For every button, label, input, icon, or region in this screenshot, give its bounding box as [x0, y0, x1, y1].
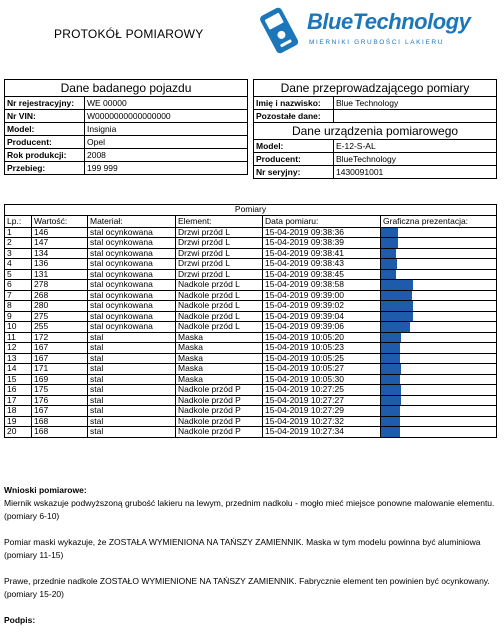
operator-section-title: Dane przeprowadzającego pomiary — [254, 80, 497, 97]
row-element: Drzwi przód L — [176, 238, 263, 249]
thickness-bar — [381, 270, 396, 280]
row-element: Maska — [176, 353, 263, 364]
vehicle-row — [5, 149, 248, 162]
row-bar-cell — [381, 374, 497, 385]
row-index: 14 — [5, 364, 32, 375]
row-element: Drzwi przód L — [176, 227, 263, 238]
row-index: 9 — [5, 311, 32, 322]
row-index: 6 — [5, 280, 32, 291]
row-index: 11 — [5, 332, 32, 343]
row-date: 15-04-2019 09:38:39 — [263, 238, 381, 249]
table-row — [5, 385, 497, 396]
row-value: 168 — [32, 427, 88, 438]
row-value: 169 — [32, 374, 88, 385]
field-value: 199 999 — [85, 162, 248, 175]
field-label: Nr rejestracyjny: — [5, 97, 85, 110]
thickness-bar — [381, 343, 400, 353]
row-index: 18 — [5, 406, 32, 417]
conclusions-title: Wnioski pomiarowe: — [4, 485, 87, 495]
row-element: Maska — [176, 343, 263, 354]
row-element: Maska — [176, 374, 263, 385]
table-row — [5, 416, 497, 427]
table-row — [5, 343, 497, 354]
field-value: Insignia — [85, 123, 248, 136]
row-bar-cell — [381, 301, 497, 312]
thickness-bar — [381, 385, 401, 395]
row-material: stal — [88, 427, 176, 438]
column-header: Wartość: — [32, 215, 88, 227]
thickness-bar — [381, 312, 413, 322]
device-row — [254, 140, 497, 153]
conclusion-paragraph: Miernik wskazuje podwyższoną grubość lakieru na lewym, przednim nadkolu - mogło mieć miejsce ponowne malowanie elementu. (pomiary 6-10) — [4, 498, 495, 521]
operator-row — [254, 110, 497, 123]
row-element: Nadkole przód L — [176, 280, 263, 291]
field-label: Nr seryjny: — [254, 166, 334, 179]
thickness-bar — [381, 249, 396, 259]
field-value: Opel — [85, 136, 248, 149]
thickness-bar — [381, 396, 401, 406]
row-date: 15-04-2019 09:39:00 — [263, 290, 381, 301]
row-element: Drzwi przód L — [176, 259, 263, 270]
thickness-bar — [381, 301, 413, 311]
table-row — [5, 374, 497, 385]
row-index: 16 — [5, 385, 32, 396]
row-value: 255 — [32, 322, 88, 333]
row-index: 15 — [5, 374, 32, 385]
row-element: Nadkole przód P — [176, 406, 263, 417]
row-element: Nadkole przód P — [176, 395, 263, 406]
row-element: Maska — [176, 332, 263, 343]
row-index: 19 — [5, 416, 32, 427]
row-element: Nadkole przód L — [176, 290, 263, 301]
row-date: 15-04-2019 10:27:27 — [263, 395, 381, 406]
table-row — [5, 364, 497, 375]
vehicle-row — [5, 123, 248, 136]
row-bar-cell — [381, 364, 497, 375]
row-element: Nadkole przód L — [176, 301, 263, 312]
row-material: stal — [88, 364, 176, 375]
vehicle-row — [5, 136, 248, 149]
table-row — [5, 269, 497, 280]
table-row — [5, 353, 497, 364]
row-value: 131 — [32, 269, 88, 280]
field-label: Pozostałe dane: — [254, 110, 334, 123]
row-bar-cell — [381, 259, 497, 270]
field-label: Model: — [5, 123, 85, 136]
gauge-device-icon — [257, 5, 303, 55]
thickness-bar — [381, 354, 400, 364]
row-index: 20 — [5, 427, 32, 438]
row-material: stal ocynkowana — [88, 322, 176, 333]
row-value: 171 — [32, 364, 88, 375]
row-date: 15-04-2019 10:05:20 — [263, 332, 381, 343]
row-bar-cell — [381, 416, 497, 427]
row-bar-cell — [381, 353, 497, 364]
row-date: 15-04-2019 09:38:43 — [263, 259, 381, 270]
row-bar-cell — [381, 322, 497, 333]
field-label: Imię i nazwisko: — [254, 97, 334, 110]
measurements-header-row — [5, 215, 497, 227]
row-date: 15-04-2019 09:39:02 — [263, 301, 381, 312]
row-element: Maska — [176, 364, 263, 375]
row-date: 15-04-2019 10:27:25 — [263, 385, 381, 396]
field-value: 2008 — [85, 149, 248, 162]
conclusion-paragraph: Prawe, przednie nadkole ZOSTAŁO WYMIENIONE NA TAŃSZY ZAMIENNIK. Fabrycznie element ten powinien być ocynkowany. (pomiary 15-20) — [4, 576, 490, 599]
table-row — [5, 259, 497, 270]
thickness-bar — [381, 228, 398, 238]
row-index: 4 — [5, 259, 32, 270]
row-bar-cell — [381, 332, 497, 343]
thickness-bar — [381, 417, 400, 427]
row-material: stal ocynkowana — [88, 248, 176, 259]
row-index: 13 — [5, 353, 32, 364]
table-row — [5, 311, 497, 322]
row-date: 15-04-2019 09:38:45 — [263, 269, 381, 280]
row-value: 278 — [32, 280, 88, 291]
table-row — [5, 227, 497, 238]
row-bar-cell — [381, 238, 497, 249]
field-value: BlueTechnology — [334, 153, 497, 166]
row-element: Drzwi przód L — [176, 248, 263, 259]
vehicle-data-table — [4, 79, 248, 175]
table-row — [5, 301, 497, 312]
field-label: Rok produkcji: — [5, 149, 85, 162]
logo-wordmark: BlueTechnology — [307, 9, 471, 34]
row-material: stal ocynkowana — [88, 311, 176, 322]
row-date: 15-04-2019 10:05:25 — [263, 353, 381, 364]
thickness-bar — [381, 375, 400, 385]
row-element: Nadkole przód P — [176, 385, 263, 396]
row-material: stal ocynkowana — [88, 259, 176, 270]
field-value: 1430091001 — [334, 166, 497, 179]
row-bar-cell — [381, 385, 497, 396]
row-value: 167 — [32, 406, 88, 417]
row-material: stal ocynkowana — [88, 280, 176, 291]
device-row — [254, 153, 497, 166]
device-row — [254, 166, 497, 179]
row-date: 15-04-2019 09:38:58 — [263, 280, 381, 291]
signature-label: Podpis: — [4, 615, 36, 625]
field-label: Model: — [254, 140, 334, 153]
row-index: 7 — [5, 290, 32, 301]
column-header: Lp.: — [5, 215, 32, 227]
vehicle-row — [5, 162, 248, 175]
field-value: E-12-S-AL — [334, 140, 497, 153]
field-value: W0000000000000000 — [85, 110, 248, 123]
row-value: 275 — [32, 311, 88, 322]
device-title-row — [254, 123, 497, 140]
device-section-title: Dane urządzenia pomiarowego — [254, 123, 497, 140]
row-material: stal — [88, 353, 176, 364]
row-index: 2 — [5, 238, 32, 249]
row-material: stal ocynkowana — [88, 227, 176, 238]
field-value: WE 00000 — [85, 97, 248, 110]
row-index: 12 — [5, 343, 32, 354]
row-material: stal — [88, 406, 176, 417]
column-header: Data pomiaru: — [263, 215, 381, 227]
conclusion-paragraph: Pomiar maski wykazuje, że ZOSTAŁA WYMIENIONA NA TAŃSZY ZAMIENNIK. Maska w tym modelu powinna być aluminiowa (pomiary 11-15) — [4, 537, 481, 560]
row-bar-cell — [381, 395, 497, 406]
row-material: stal — [88, 416, 176, 427]
row-bar-cell — [381, 280, 497, 291]
column-header: Graficzna prezentacja: — [381, 215, 497, 227]
row-date: 15-04-2019 10:27:29 — [263, 406, 381, 417]
row-element: Nadkole przód P — [176, 427, 263, 438]
table-row — [5, 280, 497, 291]
thickness-bar — [381, 280, 413, 290]
row-value: 134 — [32, 248, 88, 259]
row-bar-cell — [381, 406, 497, 417]
row-index: 3 — [5, 248, 32, 259]
field-label: Producent: — [254, 153, 334, 166]
row-date: 15-04-2019 10:05:30 — [263, 374, 381, 385]
row-value: 172 — [32, 332, 88, 343]
operator-row — [254, 97, 497, 110]
conclusions-section — [4, 484, 498, 627]
vehicle-row — [5, 110, 248, 123]
measurements-title: Pomiary — [5, 205, 497, 216]
table-row — [5, 290, 497, 301]
thickness-bar — [381, 333, 401, 343]
column-header: Element: — [176, 215, 263, 227]
row-value: 168 — [32, 416, 88, 427]
row-bar-cell — [381, 290, 497, 301]
vehicle-row — [5, 97, 248, 110]
row-material: stal ocynkowana — [88, 238, 176, 249]
row-date: 15-04-2019 09:39:04 — [263, 311, 381, 322]
row-value: 175 — [32, 385, 88, 396]
row-index: 17 — [5, 395, 32, 406]
table-row — [5, 248, 497, 259]
row-value: 146 — [32, 227, 88, 238]
field-label: Producent: — [5, 136, 85, 149]
company-logo — [257, 5, 497, 57]
row-value: 268 — [32, 290, 88, 301]
row-date: 15-04-2019 09:38:36 — [263, 227, 381, 238]
row-material: stal ocynkowana — [88, 301, 176, 312]
row-material: stal — [88, 395, 176, 406]
row-date: 15-04-2019 09:39:06 — [263, 322, 381, 333]
row-element: Drzwi przód L — [176, 269, 263, 280]
field-value: Blue Technology — [334, 97, 497, 110]
row-element: Nadkole przód L — [176, 322, 263, 333]
table-row — [5, 332, 497, 343]
row-date: 15-04-2019 10:27:34 — [263, 427, 381, 438]
row-material: stal — [88, 374, 176, 385]
row-index: 5 — [5, 269, 32, 280]
row-value: 167 — [32, 353, 88, 364]
table-row — [5, 395, 497, 406]
row-date: 15-04-2019 10:27:32 — [263, 416, 381, 427]
row-bar-cell — [381, 343, 497, 354]
operator-data-table — [253, 79, 497, 179]
row-bar-cell — [381, 248, 497, 259]
row-value: 280 — [32, 301, 88, 312]
row-date: 15-04-2019 10:05:23 — [263, 343, 381, 354]
thickness-bar — [381, 259, 397, 269]
table-row — [5, 322, 497, 333]
row-value: 176 — [32, 395, 88, 406]
row-date: 15-04-2019 10:05:27 — [263, 364, 381, 375]
row-bar-cell — [381, 427, 497, 438]
measurements-table — [4, 204, 497, 438]
row-material: stal — [88, 385, 176, 396]
row-element: Nadkole przód L — [176, 311, 263, 322]
row-value: 147 — [32, 238, 88, 249]
thickness-bar — [381, 322, 410, 332]
row-element: Nadkole przód P — [176, 416, 263, 427]
row-bar-cell — [381, 227, 497, 238]
thickness-bar — [381, 364, 401, 374]
row-index: 8 — [5, 301, 32, 312]
vehicle-section-title: Dane badanego pojazdu — [5, 80, 248, 97]
column-header: Materiał: — [88, 215, 176, 227]
thickness-bar — [381, 291, 412, 301]
logo-subtitle: MIERNIKI GRUBOŚCI LAKIERU — [309, 39, 444, 46]
row-value: 167 — [32, 343, 88, 354]
row-bar-cell — [381, 311, 497, 322]
thickness-bar — [381, 238, 398, 248]
row-material: stal ocynkowana — [88, 269, 176, 280]
row-material: stal — [88, 343, 176, 354]
row-value: 136 — [32, 259, 88, 270]
row-material: stal — [88, 332, 176, 343]
field-label: Przebieg: — [5, 162, 85, 175]
row-bar-cell — [381, 269, 497, 280]
row-material: stal ocynkowana — [88, 290, 176, 301]
row-index: 1 — [5, 227, 32, 238]
field-value — [334, 110, 497, 123]
page-title: PROTOKÓŁ POMIAROWY — [54, 27, 204, 41]
row-index: 10 — [5, 322, 32, 333]
table-row — [5, 406, 497, 417]
field-label: Nr VIN: — [5, 110, 85, 123]
thickness-bar — [381, 406, 400, 416]
row-date: 15-04-2019 09:38:41 — [263, 248, 381, 259]
table-row — [5, 427, 497, 438]
thickness-bar — [381, 427, 400, 437]
table-row — [5, 238, 497, 249]
